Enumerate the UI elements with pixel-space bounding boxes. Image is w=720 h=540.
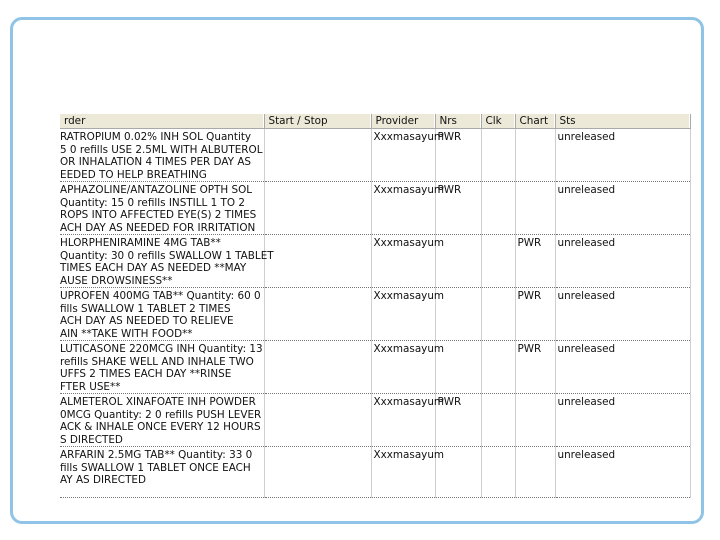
status-cell: unreleased	[555, 447, 690, 498]
order-cell	[60, 182, 264, 235]
chart-cell: PWR	[515, 341, 555, 394]
order-text: fills SWALLOW 1 TABLET 2 TIMES	[60, 302, 231, 315]
column-header-order[interactable]: rder	[60, 114, 264, 129]
status-cell: unreleased	[555, 182, 690, 235]
clk-cell	[481, 288, 515, 341]
order-cell	[60, 341, 264, 394]
status-cell: unreleased	[555, 288, 690, 341]
order-text: APHAZOLINE/ANTAZOLINE OPTH SOL	[60, 184, 253, 196]
order-text: UPROFEN 400MG TAB** Quantity: 60 0	[60, 290, 261, 302]
status-cell: unreleased	[555, 129, 690, 182]
order-text: refills SHAKE WELL AND INHALE TWO	[60, 355, 254, 368]
column-header-chart[interactable]: Chart	[515, 114, 555, 129]
order-text: AUSE DROWSINESS**	[60, 274, 173, 287]
nrs-cell: PWR	[435, 129, 481, 182]
provider-cell: Xxxmasayum	[371, 182, 435, 235]
chart-cell	[515, 182, 555, 235]
table-row[interactable]	[60, 129, 690, 182]
order-text: OR INHALATION 4 TIMES PER DAY AS	[60, 156, 252, 168]
table-row[interactable]	[60, 288, 690, 341]
clk-cell	[481, 235, 515, 288]
start-stop-cell	[264, 447, 371, 498]
table-row[interactable]	[60, 182, 690, 235]
order-text: HLORPHENIRAMINE 4MG TAB**	[60, 237, 221, 249]
order-text: ALMETEROL XINAFOATE INH POWDER	[60, 396, 256, 408]
order-text: Quantity: 30 0 refills SWALLOW 1 TABLET	[60, 249, 274, 262]
table-row[interactable]	[60, 235, 690, 288]
provider-cell: Xxxmasayum	[371, 288, 435, 341]
column-header-start-stop[interactable]: Start / Stop	[264, 114, 371, 129]
order-text: EEDED TO HELP BREATHING	[60, 168, 207, 181]
start-stop-cell	[264, 235, 371, 288]
table-row[interactable]	[60, 341, 690, 394]
clk-cell	[481, 341, 515, 394]
order-text: AY AS DIRECTED	[60, 474, 146, 486]
clk-cell	[481, 394, 515, 447]
order-text: ARFARIN 2.5MG TAB** Quantity: 33 0	[60, 449, 253, 461]
order-cell	[60, 394, 264, 447]
column-header-sts[interactable]: Sts	[555, 114, 690, 129]
order-text: ACK & INHALE ONCE EVERY 12 HOURS	[60, 421, 261, 433]
provider-cell: Xxxmasayum	[371, 129, 435, 182]
order-text: Quantity: 15 0 refills INSTILL 1 TO 2	[60, 196, 245, 209]
order-text: ACH DAY AS NEEDED FOR IRRITATION	[60, 221, 256, 234]
provider-cell: Xxxmasayum	[371, 447, 435, 498]
provider-cell: Xxxmasayum	[371, 394, 435, 447]
order-text: ROPS INTO AFFECTED EYE(S) 2 TIMES	[60, 209, 257, 221]
start-stop-cell	[264, 394, 371, 447]
chart-cell: PWR	[515, 235, 555, 288]
start-stop-cell	[264, 341, 371, 394]
provider-cell: Xxxmasayum	[371, 341, 435, 394]
order-text: FTER USE**	[60, 380, 121, 393]
order-text: UFFS 2 TIMES EACH DAY **RINSE	[60, 368, 232, 380]
order-text: S DIRECTED	[60, 433, 123, 446]
chart-cell	[515, 129, 555, 182]
chart-cell	[515, 394, 555, 447]
start-stop-cell	[264, 182, 371, 235]
order-text: AIN **TAKE WITH FOOD**	[60, 327, 193, 340]
order-text: RATROPIUM 0.02% INH SOL Quantity	[60, 131, 252, 143]
column-header-clk[interactable]: Clk	[481, 114, 515, 129]
chart-cell	[515, 447, 555, 498]
clk-cell	[481, 182, 515, 235]
nrs-cell: PWR	[435, 182, 481, 235]
header-row	[60, 114, 690, 129]
orders-grid	[60, 114, 690, 486]
start-stop-cell	[264, 129, 371, 182]
order-cell	[60, 447, 264, 498]
clk-cell	[481, 129, 515, 182]
order-text: LUTICASONE 220MCG INH Quantity: 13	[60, 343, 263, 355]
column-header-nrs[interactable]: Nrs	[435, 114, 481, 129]
status-cell: unreleased	[555, 341, 690, 394]
order-text: 5 0 refills USE 2.5ML WITH ALBUTEROL	[60, 143, 263, 156]
clk-cell	[481, 447, 515, 498]
orders-table	[60, 114, 691, 498]
order-text: ACH DAY AS NEEDED TO RELIEVE	[60, 315, 234, 327]
provider-cell: Xxxmasayum	[371, 235, 435, 288]
order-text: 0MCG Quantity: 2 0 refills PUSH LEVER	[60, 408, 262, 421]
column-header-provider[interactable]: Provider	[371, 114, 435, 129]
status-cell: unreleased	[555, 235, 690, 288]
order-text: TIMES EACH DAY AS NEEDED **MAY	[60, 262, 247, 274]
table-row[interactable]	[60, 447, 690, 498]
nrs-cell: PWR	[435, 394, 481, 447]
table-row[interactable]	[60, 394, 690, 447]
order-cell	[60, 129, 264, 182]
order-cell	[60, 235, 274, 288]
chart-cell: PWR	[515, 288, 555, 341]
order-cell	[60, 288, 264, 341]
start-stop-cell	[264, 288, 371, 341]
order-text: fills SWALLOW 1 TABLET ONCE EACH	[60, 461, 251, 474]
status-cell: unreleased	[555, 394, 690, 447]
